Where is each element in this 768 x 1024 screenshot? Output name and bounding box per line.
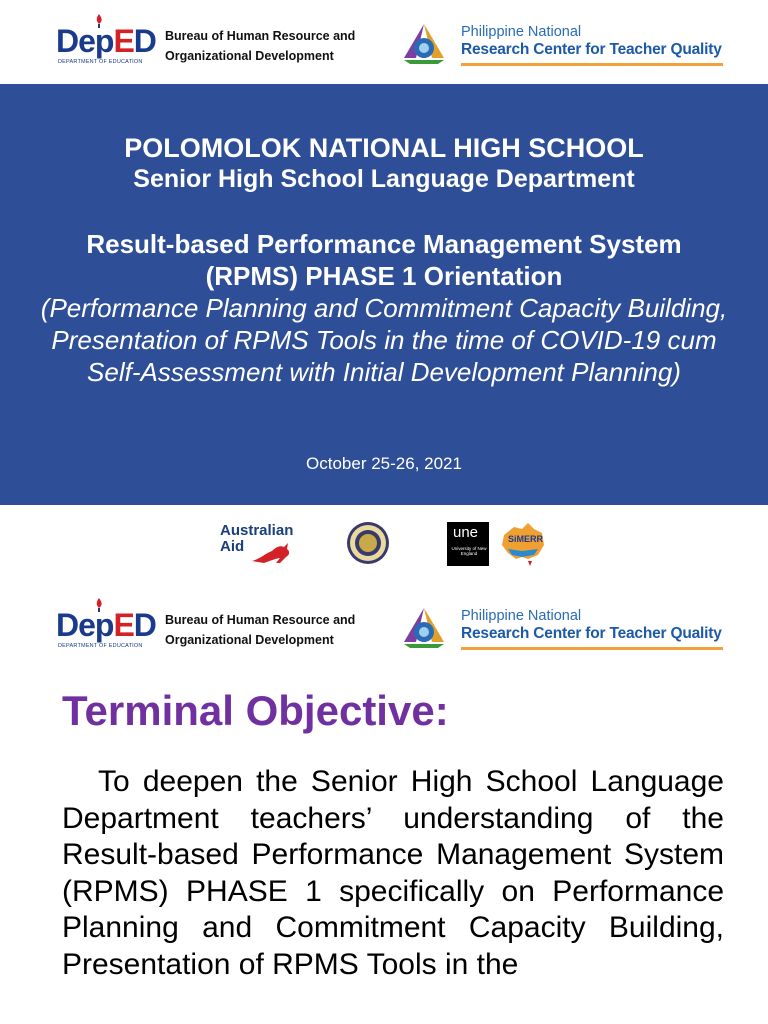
simerr-map-icon xyxy=(498,521,546,567)
department-name: Senior High School Language Department xyxy=(133,165,635,193)
orientation-title: Result-based Performance Management System (RPMS) PHASE 1 Orientation xyxy=(86,229,682,291)
title-banner xyxy=(0,84,768,505)
pnrc-logo-icon xyxy=(400,22,448,66)
orientation-subtitle: (Performance Planning and Commitment Capacity Building, Presentation of RPMS Tools in the time of COVID-19 cum Self-Assessment with Initial Development Planning) xyxy=(40,293,728,387)
bureau-line1: Bureau of Human Resource and xyxy=(165,613,356,627)
deped-sub: DEPARTMENT OF EDUCATION xyxy=(58,59,143,65)
terminal-objective-heading: Terminal Objective: xyxy=(62,687,449,734)
pnrc-line1: Philippine National xyxy=(461,24,582,40)
simerr-label: SiMERR xyxy=(508,534,544,544)
deped-logo-icon xyxy=(56,598,156,654)
bureau-line2: Organizational Development xyxy=(165,633,334,647)
deped-word-1: Dep xyxy=(56,607,114,643)
aus-line1: Australian xyxy=(220,522,294,539)
bureau-line2: Organizational Development xyxy=(165,49,334,63)
pnrc-underline xyxy=(461,647,723,650)
header-top xyxy=(0,0,768,84)
deped-word-2: E xyxy=(113,23,134,59)
event-date: October 25-26, 2021 xyxy=(306,454,462,473)
university-seal-icon xyxy=(346,521,390,565)
pnrc-logo-icon xyxy=(400,606,448,650)
deped-word-2: E xyxy=(113,607,134,643)
kangaroo-icon xyxy=(250,541,294,565)
deped-sub: DEPARTMENT OF EDUCATION xyxy=(58,643,143,649)
pnrc-underline xyxy=(461,63,723,66)
bureau-text xyxy=(165,610,355,650)
deped-word-1: Dep xyxy=(56,23,114,59)
deped-logo-icon xyxy=(56,14,156,70)
header-second xyxy=(0,584,768,668)
pnrc-text xyxy=(461,24,722,59)
deped-word-3: D xyxy=(133,23,156,59)
une-title: une xyxy=(453,524,479,541)
pnrc-line2: Research Center for Teacher Quality xyxy=(461,41,722,58)
bureau-line1: Bureau of Human Resource and xyxy=(165,29,356,43)
une-logo xyxy=(447,522,489,566)
pnrc-line2: Research Center for Teacher Quality xyxy=(461,625,722,642)
deped-word-3: D xyxy=(133,607,156,643)
partner-logos xyxy=(0,505,768,584)
une-sub: University of New England xyxy=(451,546,487,556)
pnrc-text xyxy=(461,608,722,643)
school-name: POLOMOLOK NATIONAL HIGH SCHOOL xyxy=(124,133,644,163)
aus-line2: Aid xyxy=(220,538,245,555)
pnrc-line1: Philippine National xyxy=(461,608,582,624)
terminal-objective-text: To deepen the Senior High School Language Department teachers’ understanding of the Result-based Performance Management System (RPMS) PHASE 1 specifically on Performance Planning and Commitment Capacity Building, Presentation of RPMS Tools in the xyxy=(62,765,724,981)
bureau-text xyxy=(165,26,355,66)
